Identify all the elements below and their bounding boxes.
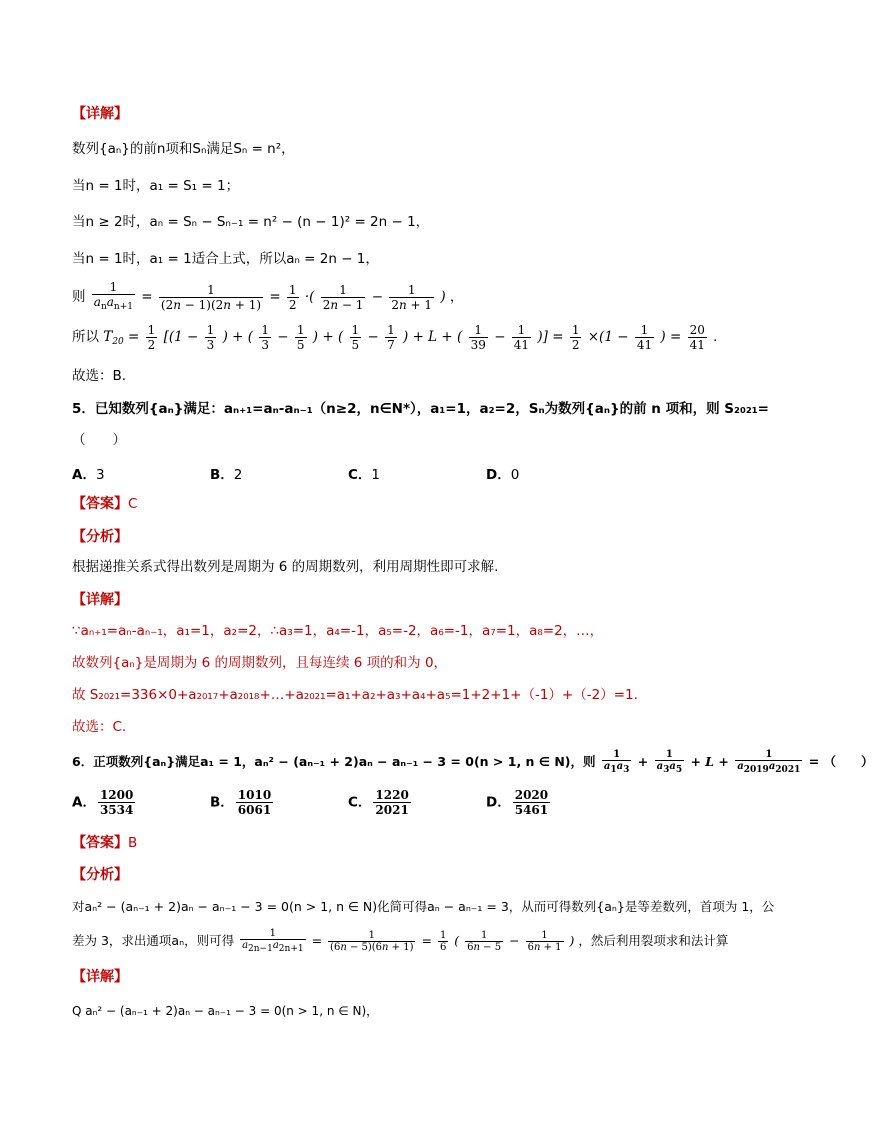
option-d[interactable] xyxy=(486,463,519,483)
fraction: $\frac{1}{2n + 1}$ xyxy=(391,282,433,312)
option-fraction xyxy=(98,788,135,817)
option-value: 1 xyxy=(371,467,381,483)
analysis-header-6: 【分析】 xyxy=(72,867,128,883)
option-value: 0 xyxy=(510,467,520,483)
detail-header-5: 【详解】 xyxy=(72,592,128,608)
fraction: $\frac{1}{2n - 1}$ xyxy=(322,282,364,312)
question-6-stem: 6．正项数列{aₙ}满足a₁ = 1，aₙ² − (aₙ₋₁ + 2)aₙ − aₙ₋₁ − 3 = 0(n > 1, n ∈ N)，则 $\frac{1}{a1a3}$ + $\frac{1}{a3a5}$ + L + $\frac{1}{a2019a2021}$ = （ ） xyxy=(72,749,874,775)
detail-line-5: 则 $\frac{1}{a_na_{n+1}}$ = $\frac{1}{(2n - 1)(2n + 1)}$ = $\frac{1}{2}$ ·( $\frac{1}{2n - 1}$ − $\frac{1}{2n + 1}$ ) ， xyxy=(72,280,464,312)
option-fraction xyxy=(513,788,550,817)
numerator: 1200 xyxy=(99,788,134,802)
detail-line-6-suffix: . xyxy=(713,329,718,345)
analysis-6-line-2-prefix: 差为 3，求出通项aₙ，则可得 xyxy=(72,933,235,948)
numerator: 2020 xyxy=(514,788,549,802)
fraction: $\frac{1}{39}$ xyxy=(470,322,486,352)
option-a[interactable] xyxy=(72,463,105,483)
fraction: $\frac{1}{(6n - 5)(6n + 1)}$ xyxy=(330,930,414,953)
option-d[interactable] xyxy=(486,788,552,817)
option-b[interactable] xyxy=(210,788,275,817)
option-value: 2 xyxy=(233,467,243,483)
detail-header-1: 【详解】 xyxy=(72,106,128,122)
option-label: C． xyxy=(348,467,372,483)
fraction: $\frac{1}{a_na_{n+1}}$ xyxy=(93,280,133,312)
answer-row-6 xyxy=(72,834,137,852)
fraction: $\frac{1}{a1a3}$ xyxy=(603,749,630,775)
fraction: $\frac{1}{6n + 1}$ xyxy=(527,930,562,953)
option-label: A． xyxy=(72,794,96,811)
analysis-6-line-2-suffix: ，然后利用裂项求和法计算 xyxy=(578,933,729,948)
answer-row-5 xyxy=(72,495,137,513)
detail-line-6: 所以 $T_{20}$ = $\frac{1}{2}$ [(1 − $\frac{1}{3}$ ) + ( $\frac{1}{3}$ − $\frac{1}{5}$ ) + ( $\frac{1}{5}$ − $\frac{1}{7}$ ) + L + ( $\frac{1}{39}$ − $\frac{1}{41}$ )] = $\frac{1}{2}$ ×(1 − $\frac{1}{41}$ ) = $\frac{20}{41}$ . xyxy=(72,322,718,352)
detail-line-5-prefix: 则 xyxy=(72,289,86,305)
denominator: 5461 xyxy=(514,803,549,817)
denominator: 3534 xyxy=(99,803,134,817)
option-value: 3 xyxy=(95,467,105,483)
answer-header: 【答案】 xyxy=(72,835,128,851)
answer-header: 【答案】 xyxy=(72,496,128,512)
fraction: $\frac{1}{3}$ xyxy=(261,322,269,352)
option-label: D． xyxy=(486,794,511,811)
numerator: 1220 xyxy=(375,788,409,802)
numerator: 1010 xyxy=(237,788,272,802)
option-fraction xyxy=(373,788,410,817)
option-c[interactable] xyxy=(348,788,413,817)
question-6-stem-a: 6．正项数列{aₙ}满足a₁ = 1，aₙ² − (aₙ₋₁ + 2)aₙ − aₙ₋₁ − 3 = 0(n > 1, n ∈ N)，则 xyxy=(72,754,596,769)
option-label: A． xyxy=(72,467,96,483)
option-label: B． xyxy=(210,794,234,811)
analysis-header-5: 【分析】 xyxy=(72,529,128,545)
option-fraction xyxy=(236,788,273,817)
option-label: B． xyxy=(210,467,234,483)
analysis-text-5: 根据递推关系式得出数列是周期为 6 的周期数列，利用周期性即可求解. xyxy=(72,559,499,575)
fraction: $\frac{1}{(2n - 1)(2n + 1)}$ xyxy=(160,282,262,312)
detail-line-4: 当n = 1时，a₁ = 1适合上式，所以aₙ = 2n − 1， xyxy=(72,251,379,267)
fraction: $\frac{20}{41}$ xyxy=(689,322,705,352)
fraction: $\frac{1}{6n - 5}$ xyxy=(467,930,502,953)
fraction: $\frac{1}{a2019a2021}$ xyxy=(737,749,801,775)
option-label: D． xyxy=(486,467,511,483)
fraction: $\frac{1}{2}$ xyxy=(147,322,156,352)
detail-6-line-1: Q aₙ² − (aₙ₋₁ + 2)aₙ − aₙ₋₁ − 3 = 0(n > 1, n ∈ N)， xyxy=(72,1004,379,1018)
fraction: $\frac{1}{2}$ xyxy=(288,282,297,312)
answer-line: 故选：B. xyxy=(72,368,127,384)
option-label: C． xyxy=(348,794,372,811)
fraction: $\frac{1}{a2n-1a2n+1}$ xyxy=(242,928,304,954)
detail-line-5-suffix: ， xyxy=(449,289,464,305)
question-5-paren: （ ） xyxy=(72,432,126,448)
detail-5-line-3: 故 S₂₀₂₁=336×0+a₂₀₁₇+a₂₀₁₈+…+a₂₀₂₁=a₁+a₂+a₃+a₄+a₅=1+2+1+（-1）+（-2）=1. xyxy=(72,687,638,703)
fraction: $\frac{1}{a3a5}$ xyxy=(656,749,683,775)
detail-line-2: 当n = 1时，a₁ = S₁ = 1； xyxy=(72,178,240,194)
option-c[interactable] xyxy=(348,463,380,483)
denominator: 6061 xyxy=(237,803,272,817)
detail-header-6: 【详解】 xyxy=(72,969,128,985)
detail-line-6-prefix: 所以 xyxy=(72,329,99,345)
fraction: $\frac{1}{5}$ xyxy=(351,322,360,352)
denominator: 2021 xyxy=(375,803,409,817)
fraction: $\frac{1}{7}$ xyxy=(387,322,395,352)
fraction: $\frac{1}{2}$ xyxy=(571,322,580,352)
analysis-6-line-1: 对aₙ² − (aₙ₋₁ + 2)aₙ − aₙ₋₁ − 3 = 0(n > 1, n ∈ N)化简可得aₙ − aₙ₋₁ = 3，从而可得数列{aₙ}是等差数列，首项为 1，公 xyxy=(72,899,775,914)
fraction: $\frac{1}{41}$ xyxy=(513,322,530,352)
detail-5-line-1: ∵aₙ₊₁=aₙ-aₙ₋₁，a₁=1，a₂=2，∴a₃=1，a₄=-1，a₅=-2，a₆=-1，a₇=1，a₈=2，…， xyxy=(72,623,604,639)
fraction: $\frac{1}{6}$ xyxy=(439,930,447,953)
fraction: $\frac{1}{5}$ xyxy=(296,322,305,352)
question-5-stem: 5．已知数列{aₙ}满足：aₙ₊₁=aₙ-aₙ₋₁（n≥2，n∈N*），a₁=1，a₂=2，Sₙ为数列{aₙ}的前 n 项和，则 S₂₀₂₁= xyxy=(72,401,769,417)
detail-line-3: 当n ≥ 2时，aₙ = Sₙ − Sₙ₋₁ = n² − (n − 1)² = 2n − 1， xyxy=(72,214,430,230)
option-b[interactable] xyxy=(210,463,242,483)
option-a[interactable] xyxy=(72,788,137,817)
fraction: $\frac{1}{3}$ xyxy=(206,322,215,352)
detail-5-line-4: 故选：C. xyxy=(72,719,127,735)
detail-5-line-2: 故数列{aₙ}是周期为 6 的周期数列，且每连续 6 项的和为 0， xyxy=(72,655,448,671)
analysis-6-line-2: 差为 3，求出通项aₙ，则可得 $\frac{1}{a2n-1a2n+1}$ = $\frac{1}{(6n - 5)(6n + 1)}$ = $\frac{1}{6}$ ( $\frac{1}{6n - 5}$ − $\frac{1}{6n + 1}$ ) ，然后利用裂项求和法计算 xyxy=(72,928,729,954)
fraction: $\frac{1}{41}$ xyxy=(636,322,653,352)
question-6-stem-b: = （ ） xyxy=(808,754,874,769)
answer-value: B xyxy=(128,835,138,851)
detail-line-1: 数列{aₙ}的前n项和Sₙ满足Sₙ = n²， xyxy=(72,141,295,157)
answer-value: C xyxy=(128,496,138,512)
